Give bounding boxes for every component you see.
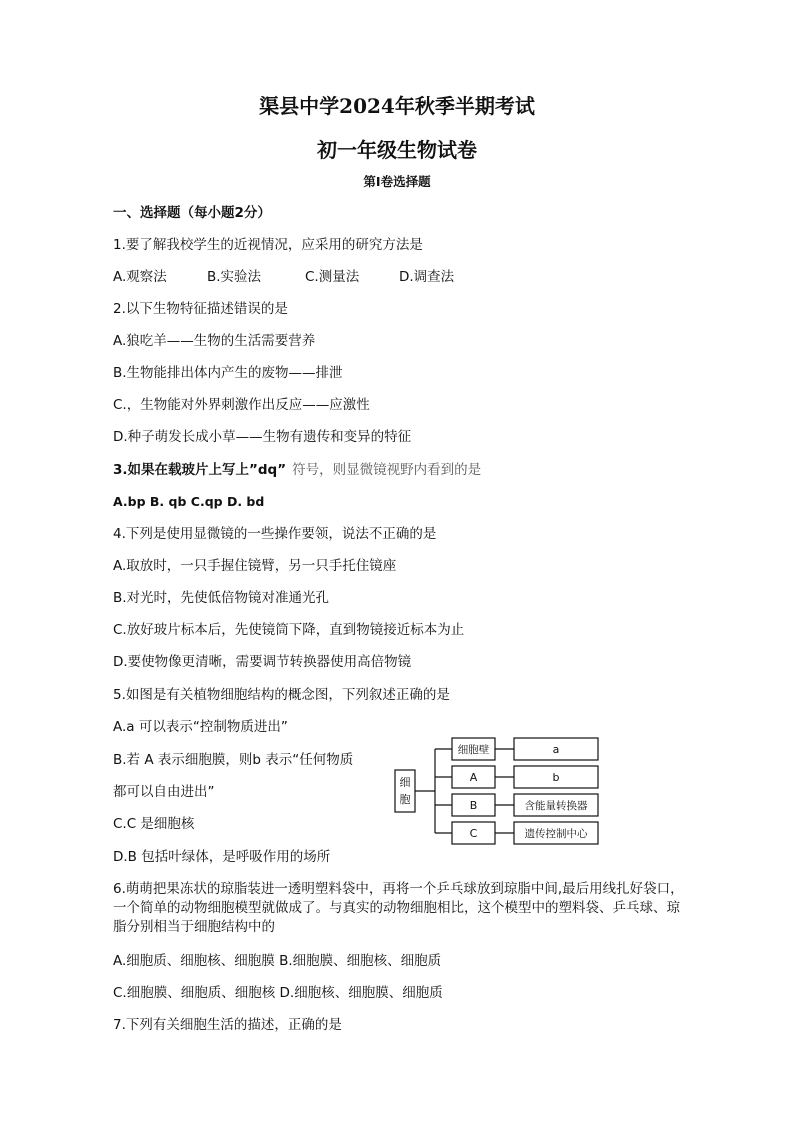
node-label-4: C bbox=[469, 827, 478, 840]
exam-title: 渠县中学2024年秋季半期考试 bbox=[259, 94, 535, 118]
q3-stem-b: 符号，则显微镜视野内看到的是 bbox=[292, 462, 482, 478]
question-7-stem: 7.下列有关细胞生活的描述，正确的是 bbox=[113, 1017, 342, 1033]
question-3-stem bbox=[113, 461, 481, 479]
question-4-stem: 4.下列是使用显微镜的一些操作要领，说法不正确的是 bbox=[113, 526, 437, 542]
node-label-2: A bbox=[469, 771, 478, 784]
q2-option-a: A.狼吃羊——生物的生活需要营养 bbox=[113, 333, 316, 349]
q5-option-b-line2: 都可以自由进出” bbox=[113, 784, 215, 800]
q1-option-c: C.测量法 bbox=[305, 269, 360, 285]
root-label-char-2: 胞 bbox=[399, 793, 411, 806]
q4-option-c: C.放好玻片标本后，先使镜筒下降，直到物镜接近标本为止 bbox=[113, 622, 465, 638]
question-2-stem: 2.以下生物特征描述错误的是 bbox=[113, 301, 288, 317]
question-1-options bbox=[113, 268, 454, 286]
question-1-stem: 1.要了解我校学生的近视情况，应采用的研究方法是 bbox=[113, 237, 423, 253]
q2-option-b: B.生物能排出体内产生的废物——排泄 bbox=[113, 365, 343, 381]
q5-option-c: C.C 是细胞核 bbox=[113, 816, 195, 832]
q5-option-b-line1: B.若 A 表示细胞膜，则b 表示“任何物质 bbox=[113, 752, 354, 768]
q6-options-ab: A.细胞质、细胞核、细胞膜 B.细胞膜、细胞核、细胞质 bbox=[113, 953, 442, 969]
section-heading: 一、选择题（每小题2分） bbox=[113, 205, 271, 221]
q3-options: A.bp B. qb C.qp D. bd bbox=[113, 494, 265, 509]
root-label-char-1: 细 bbox=[399, 776, 411, 789]
leaf-label-4: 遗传控制中心 bbox=[524, 828, 588, 840]
q4-option-b: B.对光时，先使低倍物镜对准通光孔 bbox=[113, 590, 330, 606]
q1-option-d: D.调查法 bbox=[399, 269, 455, 285]
leaf-label-3: 含能量转换器 bbox=[524, 800, 588, 812]
q3-stem-a: 3.如果在载玻片上写上”dq” bbox=[113, 462, 287, 478]
exam-subtitle: 初一年级生物试卷 bbox=[317, 138, 477, 162]
q5-option-a: A.a 可以表示“控制物质进出” bbox=[113, 719, 288, 735]
q1-option-b: B.实验法 bbox=[207, 269, 262, 285]
q1-option-a: A.观察法 bbox=[113, 269, 167, 285]
q4-option-d: D.要使物像更清晰，需要调节转换器使用高倍物镜 bbox=[113, 654, 412, 670]
leaf-label-1: a bbox=[552, 743, 560, 756]
q5-option-d: D.B 包括叶绿体，是呼吸作用的场所 bbox=[113, 849, 331, 865]
q2-option-d: D.种子萌发长成小草——生物有遗传和变异的特征 bbox=[113, 429, 412, 445]
leaf-label-2: b bbox=[552, 771, 560, 784]
node-label-3: B bbox=[469, 799, 478, 812]
node-label-1: 细胞壁 bbox=[457, 744, 490, 756]
part-heading: 第I卷选择题 bbox=[363, 174, 431, 189]
q2-option-c: C.，生物能对外界刺激作出反应——应激性 bbox=[113, 397, 370, 413]
question-5-stem: 5.如图是有关植物细胞结构的概念图，下列叙述正确的是 bbox=[113, 687, 450, 703]
q6-options-cd: C.细胞膜、细胞质、细胞核 D.细胞核、细胞膜、细胞质 bbox=[113, 985, 443, 1001]
q4-option-a: A.取放时，一只手握住镜臂，另一只手托住镜座 bbox=[113, 558, 397, 574]
cell-concept-diagram bbox=[390, 734, 605, 850]
question-6-stem: 6.萌萌把果冻状的琼脂装进一透明塑料袋中，再将一个乒乓球放到琼脂中间,最后用线扎好袋口，一个简单的动物细胞模型就做成了。与真实的动物细胞相比，这个模型中的塑料袋、乒乓球、琼脂分别相当于细胞结构中的 bbox=[113, 881, 684, 935]
